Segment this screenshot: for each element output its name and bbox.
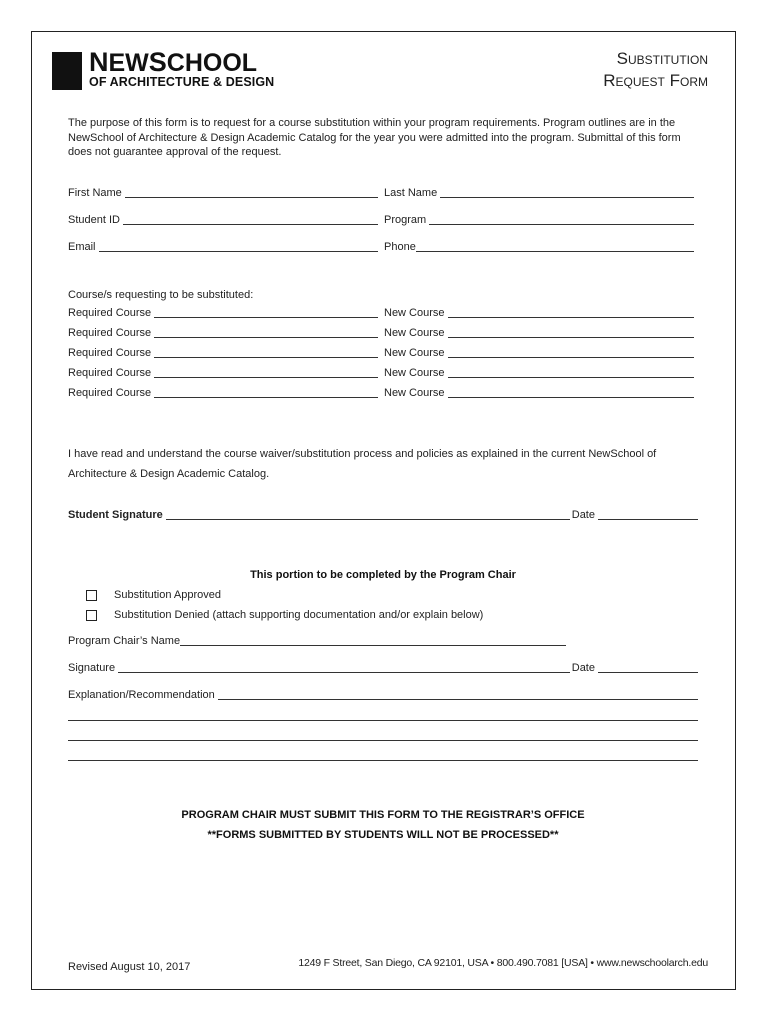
explanation-field[interactable] [218, 689, 698, 700]
new-course-field[interactable] [448, 347, 694, 358]
form-title-line1: Substitution [616, 49, 708, 68]
last-name-label: Last Name [384, 187, 438, 199]
explanation-line[interactable] [68, 740, 698, 741]
chair-signature-row [68, 661, 700, 675]
new-course-field[interactable] [448, 387, 694, 398]
required-course-field[interactable] [154, 327, 378, 338]
courses-heading-text: Course/s requesting to be substituted: [68, 289, 254, 301]
first-name-label: First Name [68, 187, 122, 199]
acknowledgement-text: I have read and understand the course waiver/substitution process and policies as explained in the current NewSchool of Architecture & Design Academic Catalog. [68, 448, 657, 480]
course-row [68, 386, 700, 400]
first-name-field[interactable] [125, 187, 378, 198]
student-id-field[interactable] [123, 214, 378, 225]
new-course-label: New Course [384, 307, 445, 319]
phone-label: Phone [384, 241, 416, 253]
logo-mark [52, 52, 82, 90]
student-date-label: Date [571, 509, 595, 521]
chair-name-field[interactable] [180, 635, 566, 646]
student-signature-label: Student Signature [68, 509, 163, 521]
chair-date-field[interactable] [598, 662, 698, 673]
id-row [68, 213, 700, 227]
courses-heading [68, 288, 700, 302]
course-row [68, 346, 700, 360]
new-course-field[interactable] [448, 327, 694, 338]
new-course-label: New Course [384, 347, 445, 359]
phone-field[interactable] [416, 241, 694, 252]
logo-wordmark [89, 49, 257, 76]
logo-letter: S [148, 47, 167, 77]
required-course-label: Required Course [68, 347, 152, 359]
explanation-line[interactable] [68, 720, 698, 721]
denied-label: Substitution Denied (attach supporting documentation and/or explain below) [114, 609, 484, 621]
new-course-label: New Course [384, 387, 445, 399]
approved-checkbox[interactable] [86, 590, 97, 601]
denied-checkbox[interactable] [86, 610, 97, 621]
chair-name-row [68, 634, 568, 648]
approved-option [86, 588, 221, 602]
approved-label: Substitution Approved [114, 589, 222, 601]
required-course-field[interactable] [154, 387, 378, 398]
logo-subtitle: OF ARCHITECTURE & DESIGN [89, 75, 275, 89]
name-row [68, 186, 700, 200]
chair-signature-label: Signature [68, 662, 116, 674]
notice-line2: **FORMS SUBMITTED BY STUDENTS WILL NOT BE PROCESSED** [207, 829, 559, 841]
program-label: Program [384, 214, 427, 226]
logo-letters: EW [108, 49, 149, 77]
chair-date-label: Date [571, 662, 595, 674]
required-course-label: Required Course [68, 367, 152, 379]
email-label: Email [68, 241, 96, 253]
student-signature-field[interactable] [166, 509, 570, 520]
required-course-field[interactable] [154, 367, 378, 378]
student-id-label: Student ID [68, 214, 120, 226]
chair-signature-field[interactable] [118, 662, 570, 673]
form-title-line2: Request Form [603, 71, 708, 90]
chair-name-label: Program Chair’s Name [68, 635, 181, 647]
last-name-field[interactable] [440, 187, 694, 198]
new-course-field[interactable] [448, 307, 694, 318]
required-course-field[interactable] [154, 347, 378, 358]
contact-row [68, 240, 700, 254]
denied-option [86, 608, 483, 622]
explanation-label: Explanation/Recommendation [68, 689, 215, 701]
course-row [68, 326, 700, 340]
required-course-field[interactable] [154, 307, 378, 318]
notice-line1: PROGRAM CHAIR MUST SUBMIT THIS FORM TO THE REGISTRAR’S OFFICE [181, 809, 585, 821]
new-course-label: New Course [384, 327, 445, 339]
student-date-field[interactable] [598, 509, 698, 520]
explanation-row [68, 688, 700, 702]
explanation-line[interactable] [68, 760, 698, 761]
course-row [68, 366, 700, 380]
course-row [68, 306, 700, 320]
email-field[interactable] [99, 241, 378, 252]
new-course-label: New Course [384, 367, 445, 379]
required-course-label: Required Course [68, 307, 152, 319]
logo-letter: N [89, 47, 109, 77]
footer-address: 1249 F Street, San Diego, CA 92101, USA • 800.490.7081 [USA] • www.newschoolarch.edu [298, 957, 708, 969]
student-signature-row [68, 508, 700, 522]
logo-letters: CHOOL [166, 49, 258, 77]
program-field[interactable] [429, 214, 694, 225]
form-title [603, 48, 708, 92]
new-course-field[interactable] [448, 367, 694, 378]
intro-paragraph: The purpose of this form is to request for a course substitution within your program requirements. Program outlines are in the NewSchool of Architecture & Design Academic Catalog for the year you were admitted into the program. Submittal of this form does not guarantee approval of the request. [68, 117, 681, 158]
revised-date: Revised August 10, 2017 [68, 961, 191, 973]
chair-heading: This portion to be completed by the Program Chair [250, 569, 516, 581]
required-course-label: Required Course [68, 387, 152, 399]
required-course-label: Required Course [68, 327, 152, 339]
